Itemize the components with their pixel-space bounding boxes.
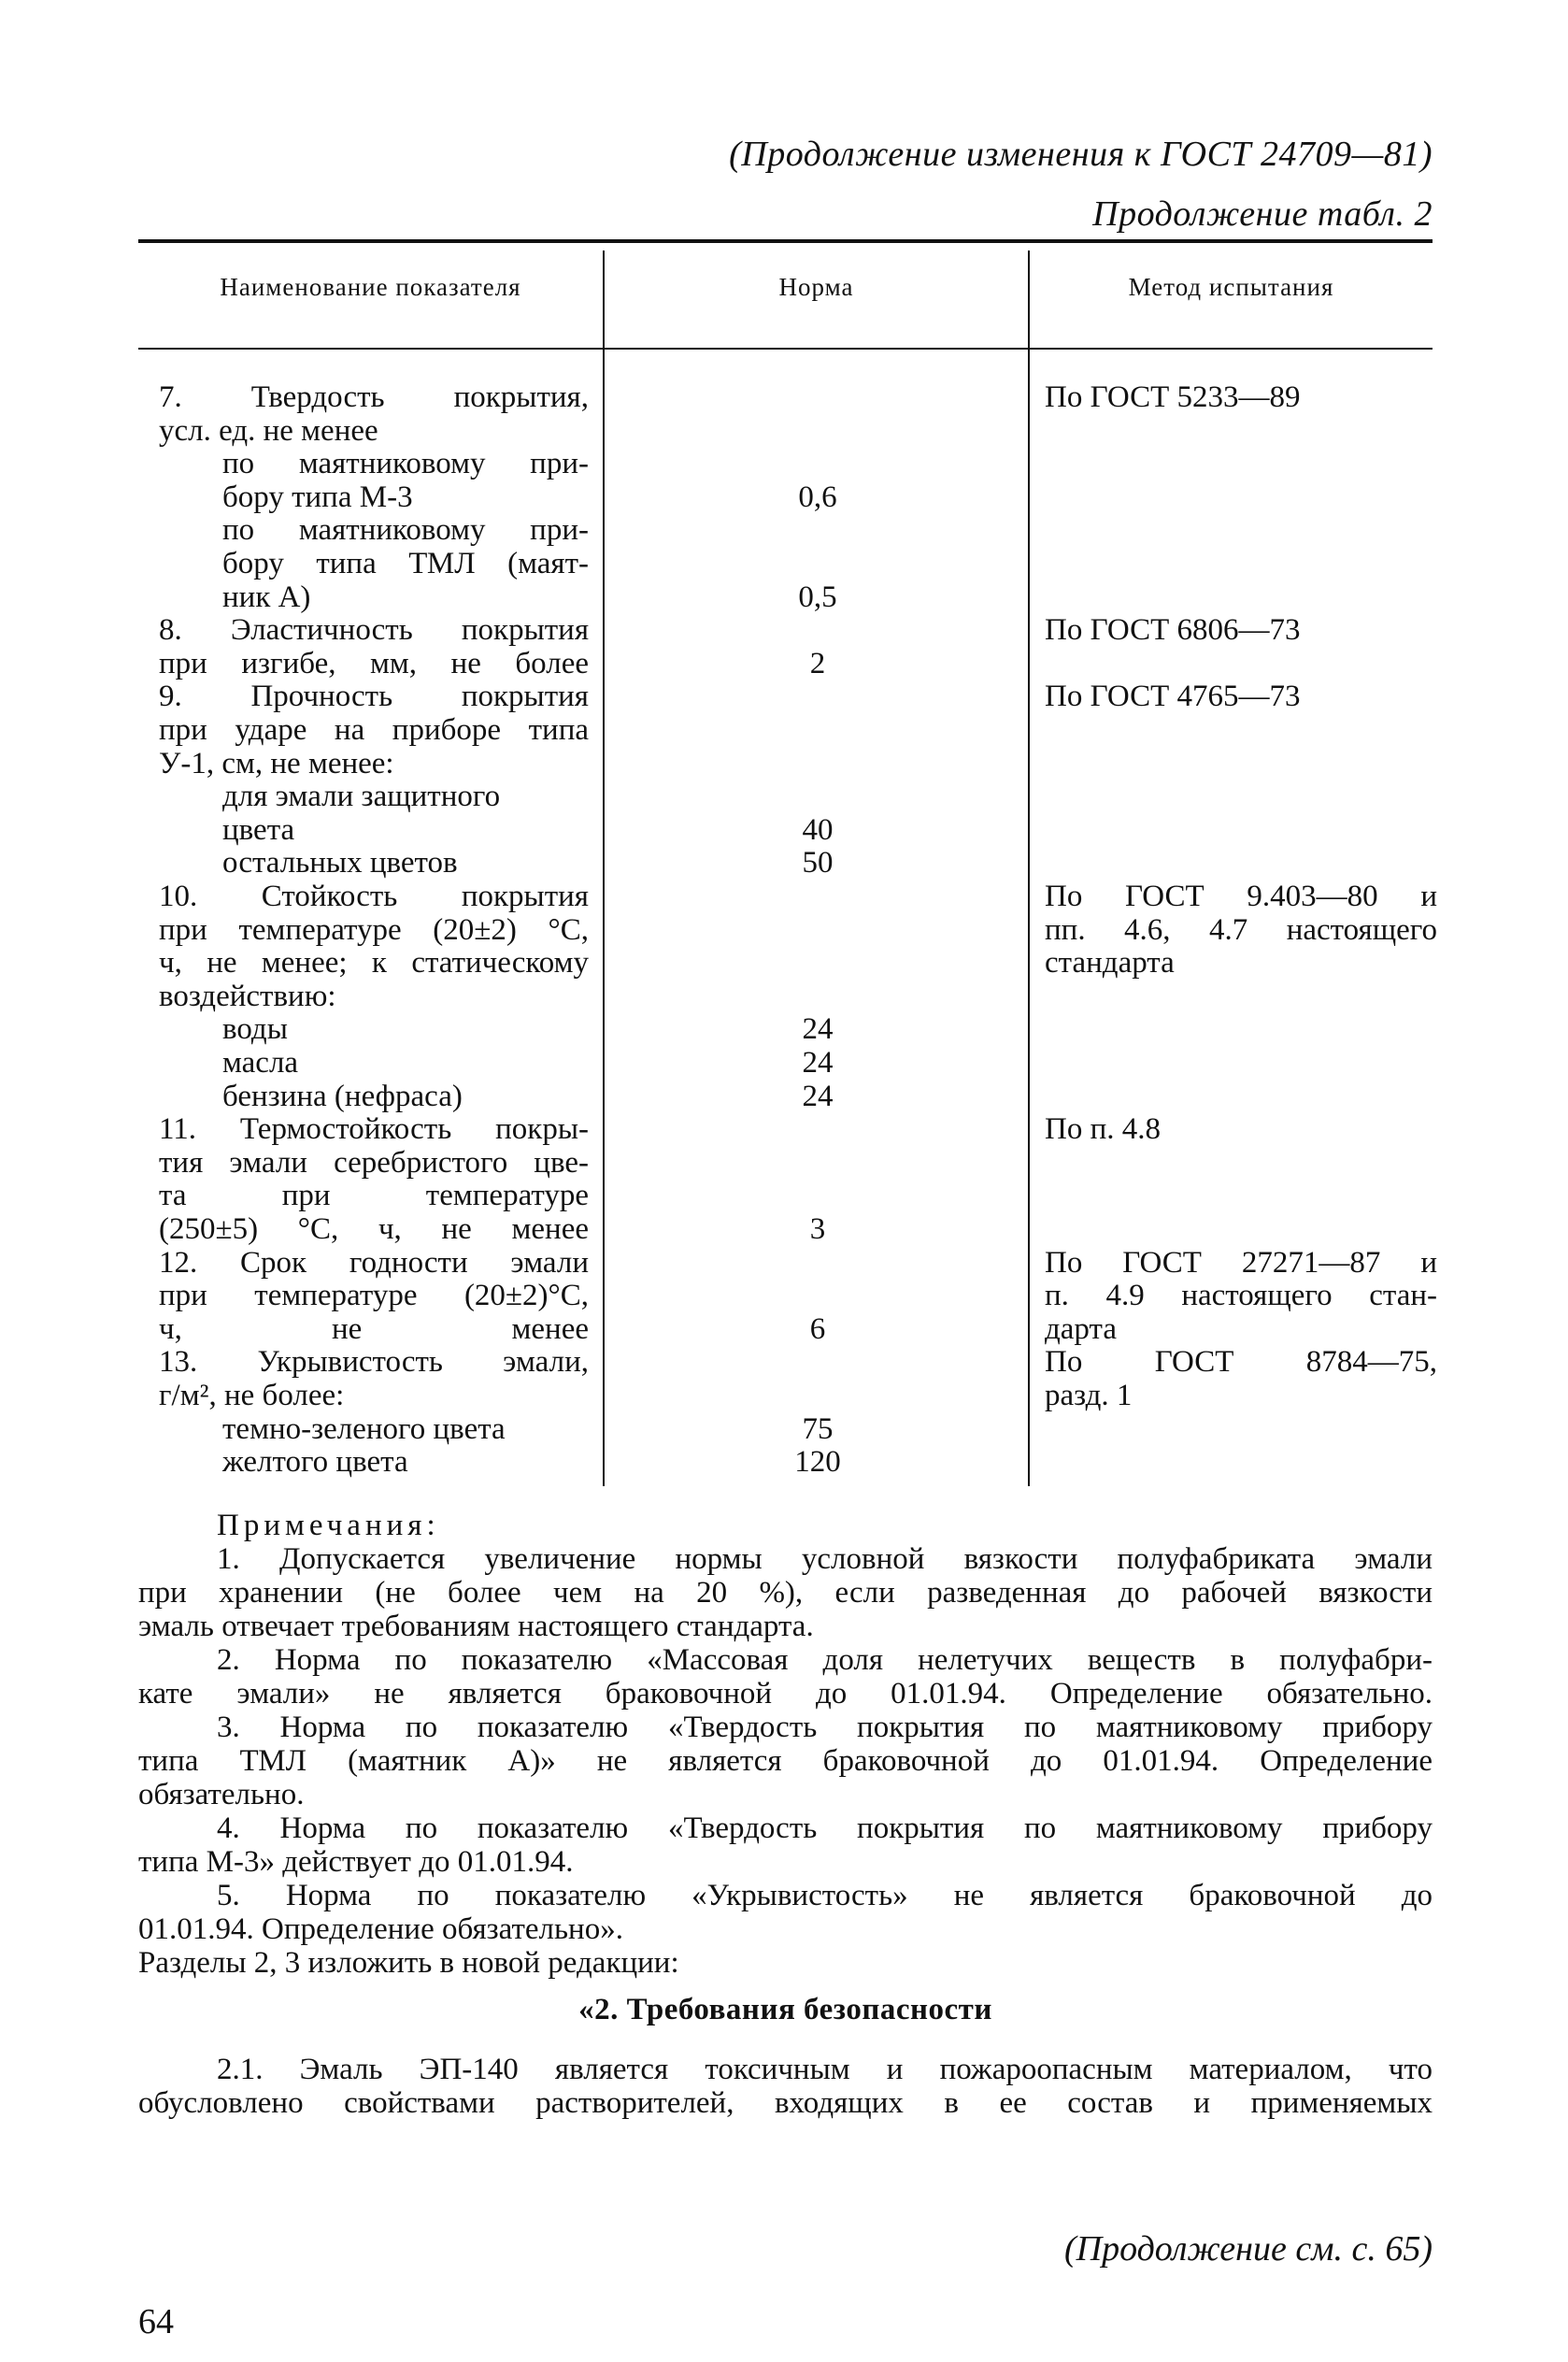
- table-cell-method: По ГОСТ 27271—87 и: [1045, 1245, 1437, 1280]
- note-line: кате эмали» не является браковочной до 01.01.94. Определение обязательно.: [138, 1677, 1433, 1711]
- note-line: 3. Норма по показателю «Твердость покрытия по маятниковому прибору: [217, 1711, 1433, 1744]
- instruction-line: Разделы 2, 3 изложить в новой редакции:: [138, 1946, 679, 1980]
- table-cell-name: цвета: [222, 812, 295, 847]
- note-line: при хранении (не более чем на 20 %), если разведенная до рабочей вязкости: [138, 1576, 1433, 1610]
- page-number: 64: [138, 2302, 174, 2341]
- table-cell-name: ч, не менее; к статическому: [159, 946, 589, 981]
- column-header-name: Наименование показателя: [220, 273, 521, 301]
- table-cell-norm: 2: [809, 646, 826, 680]
- change-continuation-header: (Продолжение изменения к ГОСТ 24709—81): [729, 135, 1433, 174]
- table-cell-name: при изгибе, мм, не более: [159, 646, 589, 680]
- table-cell-method: стандарта: [1045, 946, 1175, 981]
- table-cell-name: 11. Термостойкость покры-: [159, 1112, 589, 1147]
- table-cell-name: темно-зеленого цвета: [222, 1411, 506, 1446]
- table-continuation-header: Продолжение табл. 2: [1092, 194, 1433, 234]
- table-cell-norm: 3: [809, 1212, 826, 1246]
- table-cell-name: 12. Срок годности эмали: [159, 1245, 589, 1280]
- table-cell-method: разд. 1: [1045, 1379, 1133, 1412]
- table-cell-name: усл. ед. не менее: [159, 413, 378, 448]
- table-cell-name: 13. Укрывистость эмали,: [159, 1345, 589, 1380]
- table-cell-name: желтого цвета: [222, 1445, 408, 1480]
- table-cell-method: По ГОСТ 8784—75,: [1045, 1345, 1437, 1380]
- table-cell-norm: 24: [802, 1012, 834, 1047]
- table-cell-name: воды: [222, 1012, 288, 1047]
- table-cell-method: п. 4.9 настоящего стан-: [1045, 1279, 1437, 1313]
- note-line: типа ТМЛ (маятник А)» не является браковочной до 01.01.94. Определение: [138, 1744, 1433, 1778]
- table-cell-name: при температуре (20±2)°С,: [159, 1279, 589, 1313]
- continuation-footer: (Продолжение см. с. 65): [1063, 2229, 1433, 2269]
- table-cell-method: По п. 4.8: [1045, 1112, 1161, 1147]
- table-cell-method: По ГОСТ 5233—89: [1045, 380, 1301, 414]
- table-cell-name: 10. Стойкость покрытия: [159, 880, 589, 913]
- table-cell-name: У-1, см, не менее:: [159, 746, 394, 780]
- table-header-rule: [138, 348, 1433, 350]
- table-cell-norm: 0,5: [798, 580, 837, 614]
- section-paragraph: [138, 2053, 1433, 2120]
- note-line: 01.01.94. Определение обязательно».: [138, 1912, 623, 1946]
- table-cell-name: бензина (нефраса): [222, 1079, 463, 1113]
- note-1: [138, 1542, 1433, 1643]
- note-line: эмаль отвечает требованиям настоящего стандарта.: [138, 1610, 814, 1643]
- note-4: [138, 1811, 1433, 1879]
- paragraph-line: обусловлено свойствами растворителей, входящих в ее состав и применяемых: [138, 2086, 1433, 2120]
- table-cell-norm: 120: [794, 1445, 841, 1480]
- table-cell-norm: 24: [802, 1079, 834, 1113]
- note-line: 4. Норма по показателю «Твердость покрытия по маятниковому прибору: [217, 1811, 1433, 1845]
- table-cell-name: 9. Прочность покрытия: [159, 680, 589, 714]
- table-column-divider: [603, 251, 605, 1486]
- column-header-method: Метод испытания: [1128, 273, 1334, 301]
- table-cell-name: воздействию:: [159, 979, 336, 1013]
- table-cell-norm: 0,6: [798, 480, 837, 514]
- table-cell-name: бору типа М-3: [222, 480, 413, 514]
- table-cell-name: 7. Твердость покрытия,: [159, 380, 589, 414]
- table-cell-name: ник А): [222, 580, 311, 614]
- table-cell-name: остальных цветов: [222, 846, 458, 880]
- note-3: [138, 1711, 1433, 1811]
- table-cell-name: при ударе на приборе типа: [159, 713, 589, 747]
- table-cell-norm: 6: [809, 1311, 826, 1346]
- table-cell-name: масла: [222, 1046, 299, 1080]
- table-cell-method: По ГОСТ 4765—73: [1045, 680, 1301, 714]
- table-cell-method: пп. 4.6, 4.7 настоящего: [1045, 912, 1437, 947]
- table-cell-name: тия эмали серебристого цве-: [159, 1145, 589, 1180]
- table-cell-name: бору типа ТМЛ (маят-: [222, 547, 589, 580]
- note-line: 1. Допускается увеличение нормы условной вязкости полуфабриката эмали: [217, 1542, 1433, 1576]
- note-2: [138, 1643, 1433, 1711]
- table-cell-norm: 50: [802, 846, 834, 880]
- table-cell-name: 8. Эластичность покрытия: [159, 613, 589, 648]
- column-header-norm: Норма: [778, 273, 854, 301]
- sections-instruction: [138, 1946, 1433, 1980]
- table-cell-norm: 75: [802, 1411, 834, 1446]
- table-cell-name: та при температуре: [159, 1179, 589, 1213]
- table-cell-name: по маятниковому при-: [222, 447, 589, 481]
- table-cell-name: ч, не менее: [159, 1311, 589, 1346]
- note-line: типа М-3» действует до 01.01.94.: [138, 1845, 574, 1879]
- note-line: обязательно.: [138, 1778, 305, 1811]
- table-top-rule: [138, 239, 1433, 243]
- table-cell-norm: 24: [802, 1046, 834, 1080]
- table-cell-norm: 40: [802, 812, 834, 847]
- note-line: 5. Норма по показателю «Укрывистость» не является браковочной до: [217, 1879, 1433, 1912]
- section-heading: «2. Требования безопасности: [578, 1993, 992, 2026]
- table-cell-method: По ГОСТ 6806—73: [1045, 613, 1301, 648]
- table-cell-method: дарта: [1045, 1311, 1117, 1346]
- table-cell-name: при температуре (20±2) °С,: [159, 912, 589, 947]
- table-cell-name: для эмали защитного: [222, 780, 501, 814]
- paragraph-line: 2.1. Эмаль ЭП-140 является токсичным и пожароопасным материалом, что: [217, 2053, 1433, 2086]
- table-cell-name: по маятниковому при-: [222, 513, 589, 548]
- table-cell-method: По ГОСТ 9.403—80 и: [1045, 880, 1437, 913]
- table-cell-name: (250±5) °С, ч, не менее: [159, 1212, 589, 1246]
- notes-title: Примечания:: [217, 1509, 440, 1542]
- note-5: [138, 1879, 1433, 1946]
- note-line: 2. Норма по показателю «Массовая доля нелетучих веществ в полуфабри-: [217, 1643, 1433, 1677]
- table-column-divider: [1028, 251, 1030, 1486]
- table-cell-name: г/м², не более:: [159, 1379, 345, 1412]
